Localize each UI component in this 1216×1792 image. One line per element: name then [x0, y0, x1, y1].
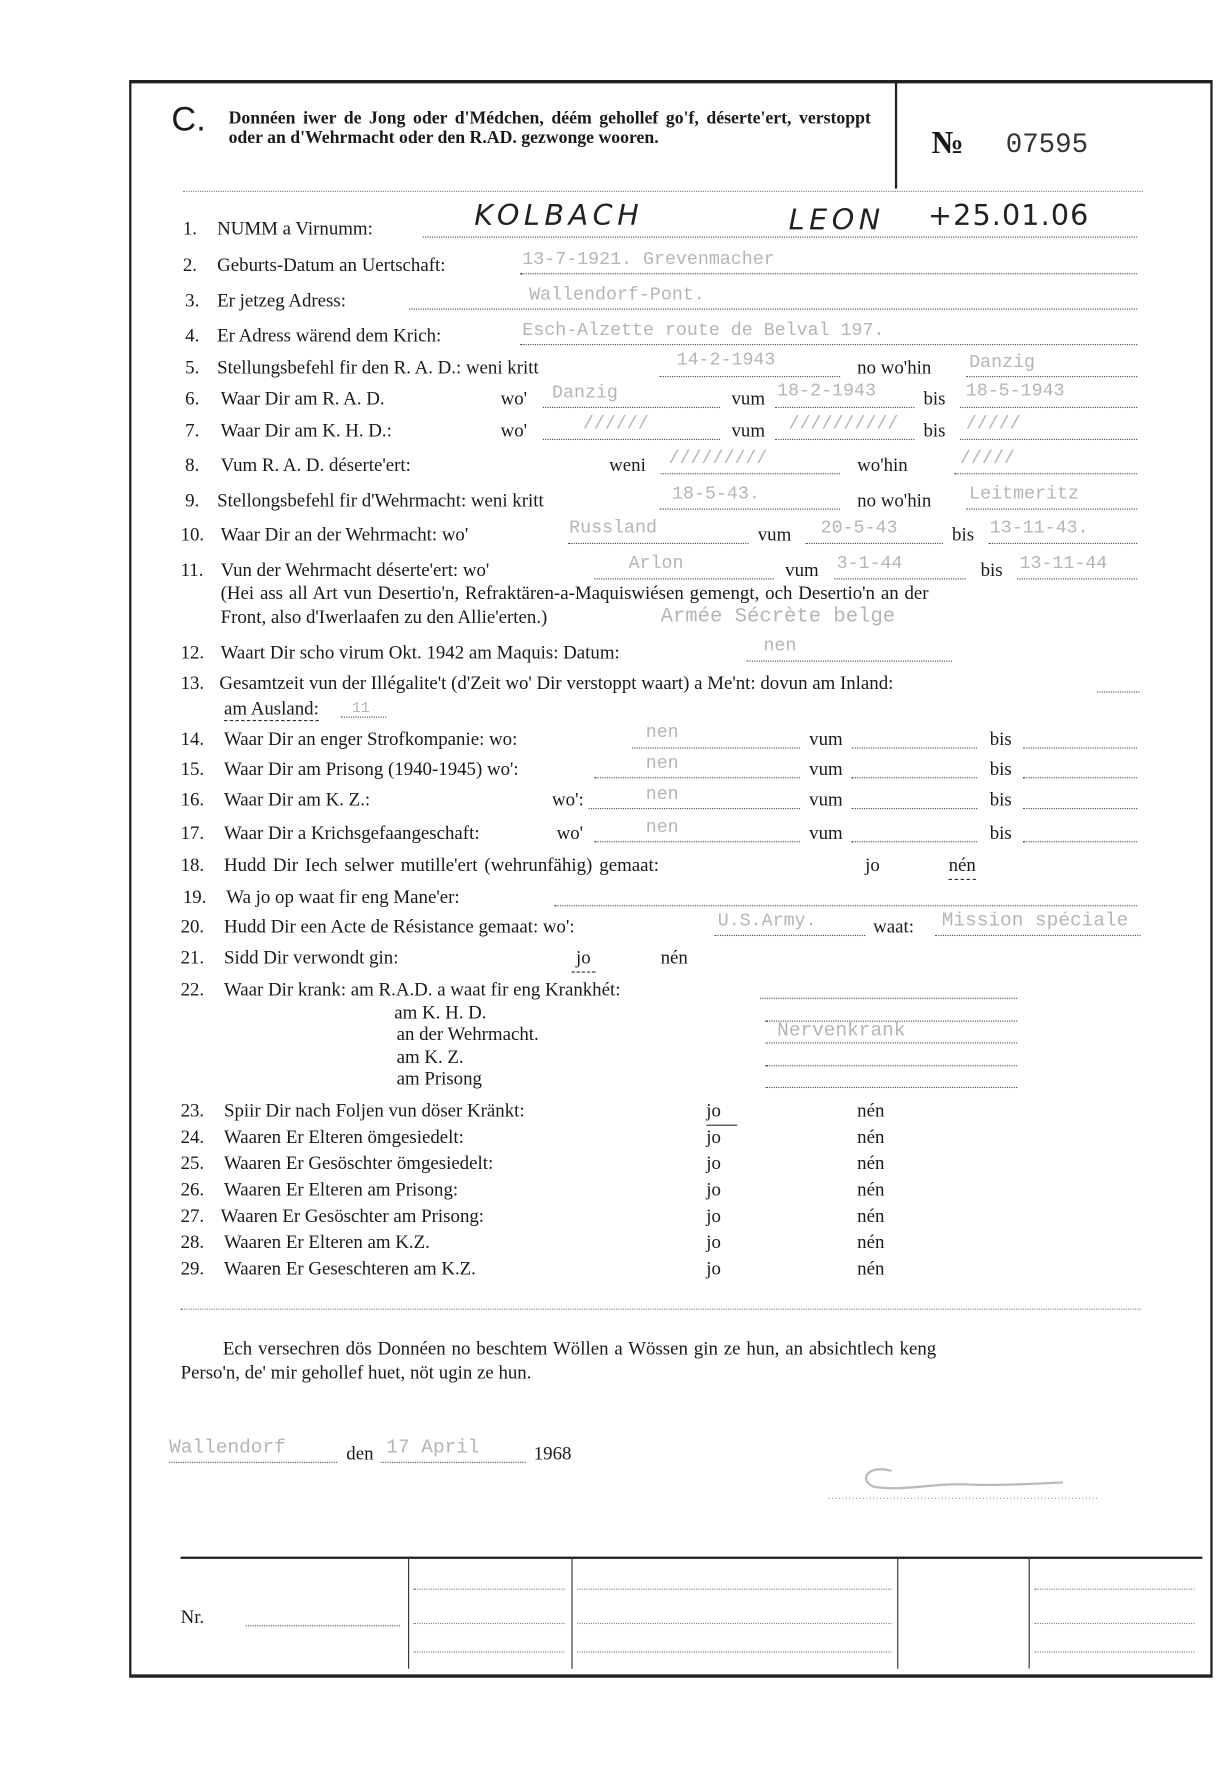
option-jo[interactable]: jo	[706, 1204, 721, 1227]
resistance-unit-value: Armée Sécrète belge	[660, 605, 896, 629]
row-number: 17.	[180, 821, 205, 844]
row-number: 10.	[180, 523, 205, 546]
row-number: 12.	[180, 641, 205, 663]
option-jo[interactable]: jo	[706, 1178, 721, 1201]
wehrmacht-order-place: Leitmeritz	[969, 483, 1079, 505]
declaration-text: Ech versechren dös Donnéen no beschtem Wöllen a Wössen gin ze hun, an absichtlech keng	[222, 1337, 937, 1359]
table-line	[414, 1589, 565, 1590]
signature-year: 1968	[533, 1442, 572, 1465]
option-jo[interactable]: jo	[706, 1152, 721, 1174]
rad-desertion-date: /////////	[668, 448, 768, 469]
illness-label: Waar Dir krank: am R.A.D. a waat fir eng Krankhét:	[224, 978, 621, 1001]
weni-label: weni	[609, 453, 646, 476]
option-nen[interactable]: nén	[857, 1125, 885, 1148]
bis-label: bis	[989, 788, 1012, 811]
option-nen[interactable]: nén	[857, 1152, 885, 1174]
desertion-from: 3-1-44	[836, 553, 903, 574]
option-jo[interactable]: jo	[865, 853, 880, 876]
signature-place: Wallendorf	[169, 1437, 286, 1460]
row-number: 11.	[180, 558, 204, 581]
address-value: Wallendorf-Pont.	[529, 284, 705, 306]
row-number: 3.	[185, 289, 200, 311]
vum-label: vum	[809, 788, 843, 811]
table-divider	[897, 1558, 898, 1669]
penal-company-label: Waar Dir an enger Strofkompanie: wo:	[224, 728, 518, 750]
rad-desertion-label: Vum R. A. D. déserte'ert:	[220, 453, 411, 476]
wounded-label: Sidd Dir verwondt gin:	[224, 946, 399, 969]
vum-label: vum	[757, 523, 792, 546]
wehrmacht-to: 13-11-43.	[989, 517, 1089, 539]
option-jo[interactable]: jo	[706, 1125, 721, 1148]
option-nen[interactable]: nén	[857, 1230, 885, 1253]
vum-label: vum	[785, 558, 819, 581]
inland-field[interactable]	[1097, 672, 1139, 693]
bis-label: bis	[923, 419, 946, 442]
option-nen[interactable]: nén	[660, 946, 688, 969]
table-line	[577, 1651, 891, 1652]
parents-kz-label: Waaren Er Elteren am K.Z.	[224, 1230, 430, 1253]
table-line	[414, 1651, 565, 1652]
rad-order-place: Danzig	[969, 352, 1036, 373]
siblings-prison-label: Waaren Er Gesöschter am Prisong:	[220, 1204, 485, 1227]
nr-label: Nr.	[180, 1605, 205, 1628]
illness-prison-field[interactable]	[766, 1067, 1017, 1088]
vum-label: vum	[809, 821, 843, 844]
rad-from: 18-2-1943	[777, 380, 876, 402]
row-number: 29.	[180, 1257, 205, 1279]
illness-khd-field[interactable]	[766, 1001, 1017, 1022]
table-line	[1034, 1623, 1194, 1624]
illness-prison-label: am Prisong	[396, 1067, 482, 1090]
wo-label: wo'	[500, 419, 528, 442]
row-number: 16.	[180, 788, 205, 811]
row-number: 25.	[180, 1152, 205, 1174]
rad-order-label: Stellungsbefehl fir den R. A. D.: weni kritt	[217, 356, 539, 379]
wo-label: wo'	[500, 387, 528, 410]
rad-place: Danzig	[552, 382, 618, 404]
illegality-label: Gesamtzeit vun der Illégalite't (d'Zeit wo' Dir verstoppt waart) a Me'nt: dovun am Inland:	[219, 672, 894, 694]
row-number: 18.	[180, 853, 205, 876]
table-divider	[1029, 1558, 1030, 1669]
name-label: NUMM a Virnumm:	[217, 217, 373, 239]
illness-wehrmacht-value: Nervenkrank	[777, 1020, 906, 1043]
row-number: 1.	[182, 217, 198, 239]
bis-label: bis	[989, 821, 1012, 844]
bis-label: bis	[980, 558, 1003, 581]
rad-desertion-place: /////	[960, 448, 1015, 469]
prison-to-field[interactable]	[1023, 758, 1137, 779]
wo-label: wo'	[556, 821, 584, 844]
kz-from-field[interactable]	[851, 789, 977, 810]
row-number: 19.	[182, 885, 207, 908]
row-number: 27.	[180, 1204, 205, 1227]
resistance-what: Mission spéciale	[941, 910, 1129, 933]
penal-from-field[interactable]	[851, 728, 977, 749]
divider	[181, 1309, 1141, 1310]
row-number: 7.	[185, 419, 200, 442]
table-line	[1034, 1651, 1194, 1652]
rad-to: 18-5-1943	[965, 380, 1065, 402]
vum-label: vum	[731, 387, 765, 410]
resistance-label: Hudd Dir een Acte de Résistance gemaat: wo':	[224, 915, 575, 938]
prison-place-field[interactable]	[594, 758, 800, 779]
kz-place: nen	[645, 784, 679, 805]
prison-place: nen	[645, 753, 679, 774]
pow-place-field[interactable]	[594, 822, 800, 843]
abroad-value: 11	[352, 699, 370, 717]
khd-to: /////	[965, 413, 1021, 435]
address-field[interactable]	[409, 289, 1137, 310]
row-number: 6.	[185, 387, 200, 410]
table-line	[1034, 1589, 1194, 1590]
desertion-label: Vun der Wehrmacht déserte'ert: wo'	[220, 558, 490, 581]
pow-label: Waar Dir a Krichsgefaangeschaft:	[224, 821, 480, 844]
firstname-handwritten: LEON	[788, 203, 885, 237]
prison-from-field[interactable]	[851, 758, 977, 779]
table-divider	[571, 1558, 572, 1669]
khd-label: Waar Dir am K. H. D.:	[220, 419, 392, 442]
prison-label: Waar Dir am Prisong (1940-1945) wo':	[224, 757, 519, 780]
option-jo[interactable]: jo	[706, 1257, 721, 1279]
row-number: 8.	[185, 453, 200, 476]
row-number: 20.	[180, 915, 205, 938]
option-nen[interactable]: nén	[857, 1099, 885, 1122]
option-jo-selected[interactable]: jo	[571, 946, 595, 972]
manner-field[interactable]	[554, 886, 1137, 907]
option-nen[interactable]: nén	[857, 1178, 885, 1201]
self-mutilation-label: Hudd Dir Iech selwer mutille'ert (wehrunfähig) gemaat:	[224, 853, 659, 876]
row-number: 23.	[180, 1099, 205, 1122]
table-line	[414, 1623, 565, 1624]
wehrmacht-place: Russland	[569, 517, 657, 539]
desertion-note: Front, also d'Iwerlaafen zu den Allie'erten.)	[220, 605, 548, 628]
wehrmacht-service-label: Waar Dir an der Wehrmacht: wo'	[220, 523, 469, 546]
where-label: no wo'hin	[857, 489, 932, 511]
desertion-place-field[interactable]	[594, 559, 773, 580]
wehrmacht-order-label: Stellongsbefehl fir d'Wehrmacht: weni kritt	[217, 489, 544, 511]
option-nen[interactable]: nén	[857, 1204, 885, 1227]
row-number: 4.	[185, 324, 200, 347]
address-label: Er jetzeg Adress:	[217, 289, 346, 311]
row-number: 21.	[180, 946, 205, 969]
desertion-to: 13-11-44	[1019, 553, 1108, 574]
option-nen-selected[interactable]: nén	[949, 854, 976, 880]
wehrmacht-order-date: 18-5-43.	[672, 483, 760, 505]
war-address-value: Esch-Alzette route de Belval 197.	[522, 320, 885, 341]
row-number: 14.	[180, 728, 205, 750]
declaration-text: Perso'n, de' mir gehollef huet, nöt ugin ze hun.	[180, 1361, 532, 1383]
number-symbol: №	[931, 125, 964, 162]
divider	[183, 191, 1143, 192]
table-divider	[408, 1558, 409, 1669]
den-label: den	[346, 1442, 374, 1465]
resistance-place: U.S.Army.	[717, 910, 817, 932]
form-title: Donnéen iwer de Jong oder d'Médchen, déém gehollef go'f, déserte'ert, verstoppt oder an d'Wehrmacht oder den R.AD. gezwonge wooren.	[228, 108, 871, 148]
header-divider	[895, 82, 897, 188]
waat-label: waat:	[873, 915, 915, 938]
row-number: 13.	[180, 672, 205, 694]
nr-field[interactable]	[246, 1606, 400, 1627]
vum-label: vum	[809, 728, 843, 750]
where-label: wo'hin	[857, 453, 908, 476]
siblings-resettled-label: Waaren Er Gesöschter ömgesiedelt:	[224, 1152, 494, 1174]
rad-label: Waar Dir am R. A. D.	[220, 387, 385, 410]
option-nen[interactable]: nén	[857, 1257, 885, 1279]
parents-prison-label: Waaren Er Elteren am Prisong:	[224, 1178, 459, 1201]
bis-label: bis	[989, 728, 1012, 750]
wo-label: wo':	[552, 788, 584, 811]
vum-label: vum	[809, 757, 843, 780]
bis-label: bis	[923, 387, 946, 410]
rad-order-date: 14-2-1943	[676, 349, 776, 371]
birth-label: Geburts-Datum an Uertschaft:	[217, 253, 446, 276]
kz-to-field[interactable]	[1023, 789, 1137, 810]
section-letter: C.	[171, 100, 206, 139]
khd-from: //////////	[788, 413, 899, 435]
option-jo-selected[interactable]: jo	[706, 1099, 737, 1125]
row-number: 15.	[180, 757, 205, 780]
row-number: 28.	[180, 1230, 205, 1253]
kz-label: Waar Dir am K. Z.:	[224, 788, 371, 811]
penal-to-field[interactable]	[1023, 728, 1137, 749]
kz-place-field[interactable]	[589, 789, 800, 810]
illness-kz-label: am K. Z.	[396, 1045, 464, 1068]
illness-kz-field[interactable]	[766, 1046, 1017, 1067]
row-number: 2.	[182, 253, 198, 276]
row-number: 26.	[180, 1178, 205, 1201]
war-address-label: Er Adress wärend dem Krich:	[217, 324, 442, 347]
illness-khd-label: am K. H. D.	[394, 1001, 487, 1023]
wehrmacht-from: 20-5-43	[820, 517, 898, 539]
birth-value: 13-7-1921. Grevenmacher	[522, 249, 775, 270]
siblings-kz-label: Waaren Er Geseschteren am K.Z.	[224, 1257, 476, 1279]
form-number: 07595	[1005, 130, 1089, 162]
desertion-note: (Hei ass all Art vun Desertio'n, Refraktären-a-Maquiswiésen gemengt, och Desertio'n an der	[220, 581, 929, 604]
table-line	[577, 1589, 891, 1590]
row-number: 24.	[180, 1125, 205, 1148]
maquis-label: Waart Dir scho virum Okt. 1942 am Maquis: Datum:	[220, 641, 620, 663]
pow-place: nen	[645, 817, 679, 838]
pow-to-field[interactable]	[1023, 822, 1137, 843]
bis-label: bis	[952, 523, 975, 546]
vum-label: vum	[731, 419, 765, 442]
desertion-place: Arlon	[628, 553, 684, 574]
table-top-border	[181, 1557, 1203, 1559]
khd-place: //////	[582, 413, 649, 435]
maquis-date: nen	[763, 635, 797, 657]
row-number: 22.	[180, 978, 205, 1001]
death-date-handwritten: +25.01.06	[928, 198, 1090, 233]
table-line	[577, 1623, 891, 1624]
after-effects-label: Spiir Dir nach Foljen vun döser Kränkt:	[224, 1099, 525, 1122]
bis-label: bis	[989, 757, 1012, 780]
penal-place: nen	[645, 722, 679, 743]
abroad-label: am Ausland:	[224, 697, 319, 721]
signature-scribble	[823, 1457, 1109, 1503]
where-label: no wo'hin	[857, 356, 932, 379]
row-number: 9.	[185, 489, 200, 511]
signature-date: 17 April	[386, 1437, 480, 1460]
pow-from-field[interactable]	[851, 822, 977, 843]
surname-handwritten: KOLBACH	[474, 198, 644, 233]
illness-wehrmacht-label: an der Wehrmacht.	[396, 1022, 539, 1045]
row-number: 5.	[185, 356, 200, 379]
manner-label: Wa jo op waat fir eng Mane'er:	[226, 885, 460, 908]
parents-resettled-label: Waaren Er Elteren ömgesiedelt:	[224, 1125, 464, 1148]
illness-rad-field[interactable]	[760, 978, 1017, 999]
option-jo[interactable]: jo	[706, 1230, 721, 1253]
